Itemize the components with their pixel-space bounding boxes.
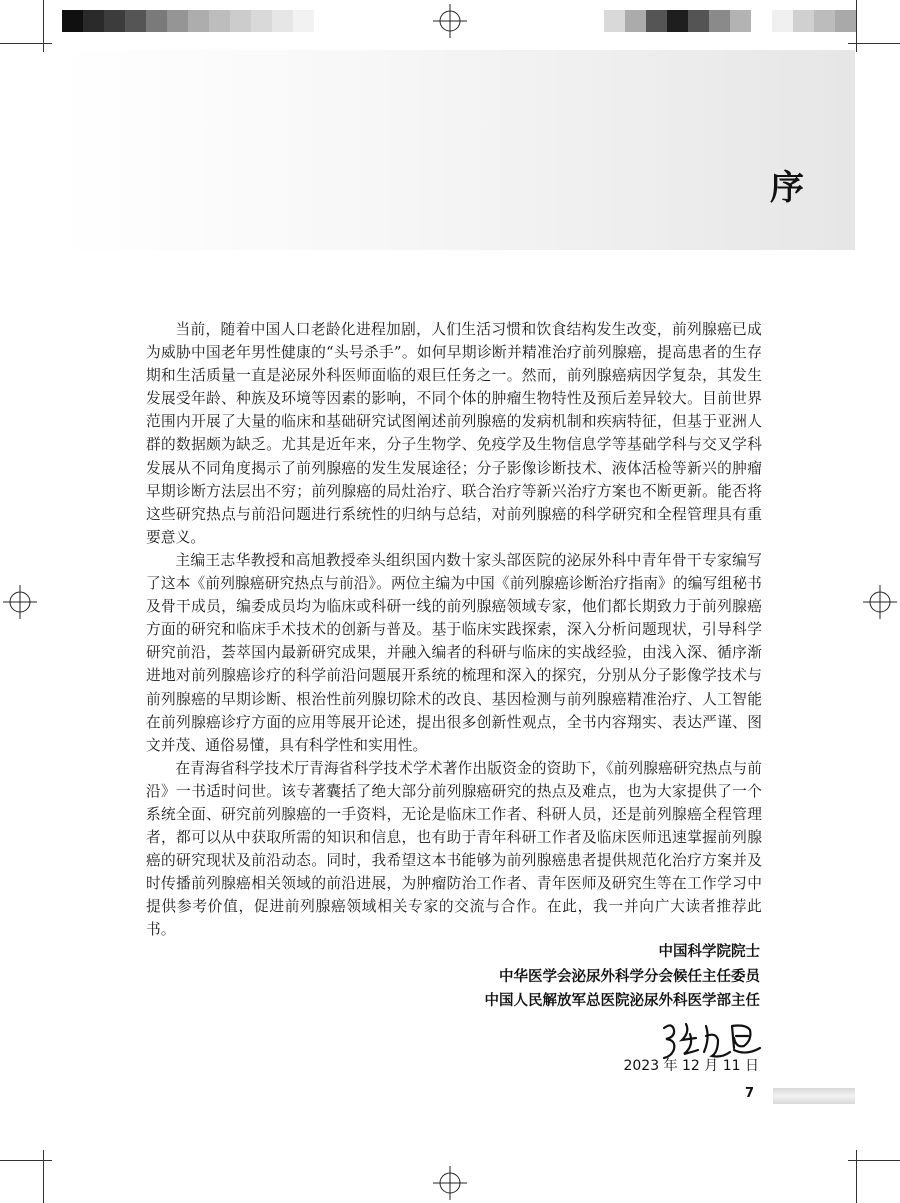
- registration-mark-icon: [3, 585, 37, 619]
- crop-mark: [856, 1150, 857, 1203]
- signature-title: 中国科学院院士: [658, 944, 760, 960]
- color-swatch: [604, 10, 625, 32]
- paragraph: 当前，随着中国人口老龄化进程加剧，人们生活习惯和饮食结构发生改变，前列腺癌已成为威胁中国老年男性健康的“头号杀手”。如何早期诊断并精准治疗前列腺癌，提高患者的生存期和生活质量一直是泌尿外科医师面临的艰巨任务之一。然而，前列腺癌病因学复杂，其发生发展受年龄、种族及环境等因素的影响，不同个体的肿瘤生物特性及预后差异较大。目前世界范围内开展了大量的临床和基础研究试图阐述前列腺癌的发病机制和疾病特征，但基于亚洲人群的数据颇为缺乏。尤其是近年来，分子生物学、免疫学及生物信息学等基础学科与交叉学科发展从不同角度揭示了前列腺癌的发生发展途径；分子影像诊断技术、液体活检等新兴的肿瘤早期诊断方法层出不穷；前列腺癌的局灶治疗、联合治疗等新兴治疗方案也不断更新。能否将这些研究热点与前沿问题进行系统性的归纳与总结，对前列腺癌的科学研究和全程管理具有重要意义。: [146, 321, 762, 546]
- color-swatch: [667, 10, 688, 32]
- signature-title: 中华医学会泌尿外科学分会候任主任委员: [499, 968, 760, 985]
- color-swatch: [688, 10, 709, 32]
- registration-mark-icon: [863, 585, 897, 619]
- color-swatch: [793, 10, 814, 32]
- crop-mark: [0, 43, 52, 44]
- header-band: [58, 50, 855, 250]
- crop-mark: [856, 0, 857, 52]
- crop-mark: [43, 0, 44, 52]
- color-swatch: [709, 10, 730, 32]
- color-calibration-strip-left: [62, 10, 314, 32]
- color-swatch: [125, 10, 146, 32]
- color-swatch: [751, 10, 772, 32]
- color-swatch: [772, 10, 793, 32]
- color-swatch: [835, 10, 856, 32]
- paragraph: 主编王志华教授和高旭教授牵头组织国内数十家头部医院的泌尿外科中青年骨干专家编写了这本《前列腺癌研究热点与前沿》。两位主编为中国《前列腺癌诊断治疗指南》的编写组秘书及骨干成员，编委成员均为临床或科研一线的前列腺癌领域专家，他们都长期致力于前列腺癌方面的研究和临床手术技术的创新与普及。基于临床实践探索，深入分析问题现状，引导科学研究前沿，荟萃国内最新研究成果，并融入编者的科研与临床的实战经验，由浅入深、循序渐进地对前列腺癌诊疗的科学前沿问题展开系统的梳理和深入的探究，分别从分子影像学技术与前列腺癌的早期诊断、根治性前列腺切除术的改良、基因检测与前列腺癌精准治疗、人工智能在前列腺癌诊疗方面的应用等展开论述，提出很多创新性观点，全书内容翔实、表达严谨、图文并茂、通俗易懂，具有科学性和实用性。: [146, 551, 762, 754]
- color-swatch: [814, 10, 835, 32]
- color-swatch: [730, 10, 751, 32]
- color-swatch: [62, 10, 83, 32]
- color-swatch: [104, 10, 125, 32]
- color-calibration-strip-right: [604, 10, 856, 32]
- color-swatch: [272, 10, 293, 32]
- signature-block: [485, 940, 761, 1014]
- color-swatch: [251, 10, 272, 32]
- color-swatch: [209, 10, 230, 32]
- page-number-bar: [773, 1088, 855, 1104]
- color-swatch: [293, 10, 314, 32]
- color-swatch: [146, 10, 167, 32]
- color-swatch: [188, 10, 209, 32]
- registration-mark-icon: [433, 1166, 467, 1200]
- page-number: 7: [745, 1086, 755, 1101]
- preface-body: [146, 318, 762, 942]
- color-swatch: [230, 10, 251, 32]
- crop-mark: [0, 1160, 52, 1161]
- date: 2023 年 12 月 11 日: [623, 1058, 759, 1074]
- page-title: 序: [770, 168, 806, 208]
- color-swatch: [83, 10, 104, 32]
- color-swatch: [625, 10, 646, 32]
- paragraph: 在青海省科学技术厅青海省科学技术学术著作出版资金的资助下，《前列腺癌研究热点与前沿》一书适时问世。该专著囊括了绝大部分前列腺癌研究的热点及难点，也为大家提供了一个系统全面、研究前列腺癌的一手资料，无论是临床工作者、科研人员，还是前列腺癌全程管理者，都可以从中获取所需的知识和信息，也有助于青年科研工作者及临床医师迅速掌握前列腺癌的研究现状及前沿动态。同时，我希望这本书能够为前列腺癌患者提供规范化治疗方案并及时传播前列腺癌相关领域的前沿进展，为肿瘤防治工作者、青年医师及研究生等在工作学习中提供参考价值，促进前列腺癌领域相关专家的交流与合作。在此，我一并向广大读者推荐此书。: [146, 759, 762, 939]
- registration-mark-icon: [433, 4, 467, 38]
- color-swatch: [646, 10, 667, 32]
- crop-mark: [43, 1150, 44, 1203]
- color-swatch: [167, 10, 188, 32]
- signature-title: 中国人民解放军总医院泌尿外科医学部主任: [484, 993, 760, 1009]
